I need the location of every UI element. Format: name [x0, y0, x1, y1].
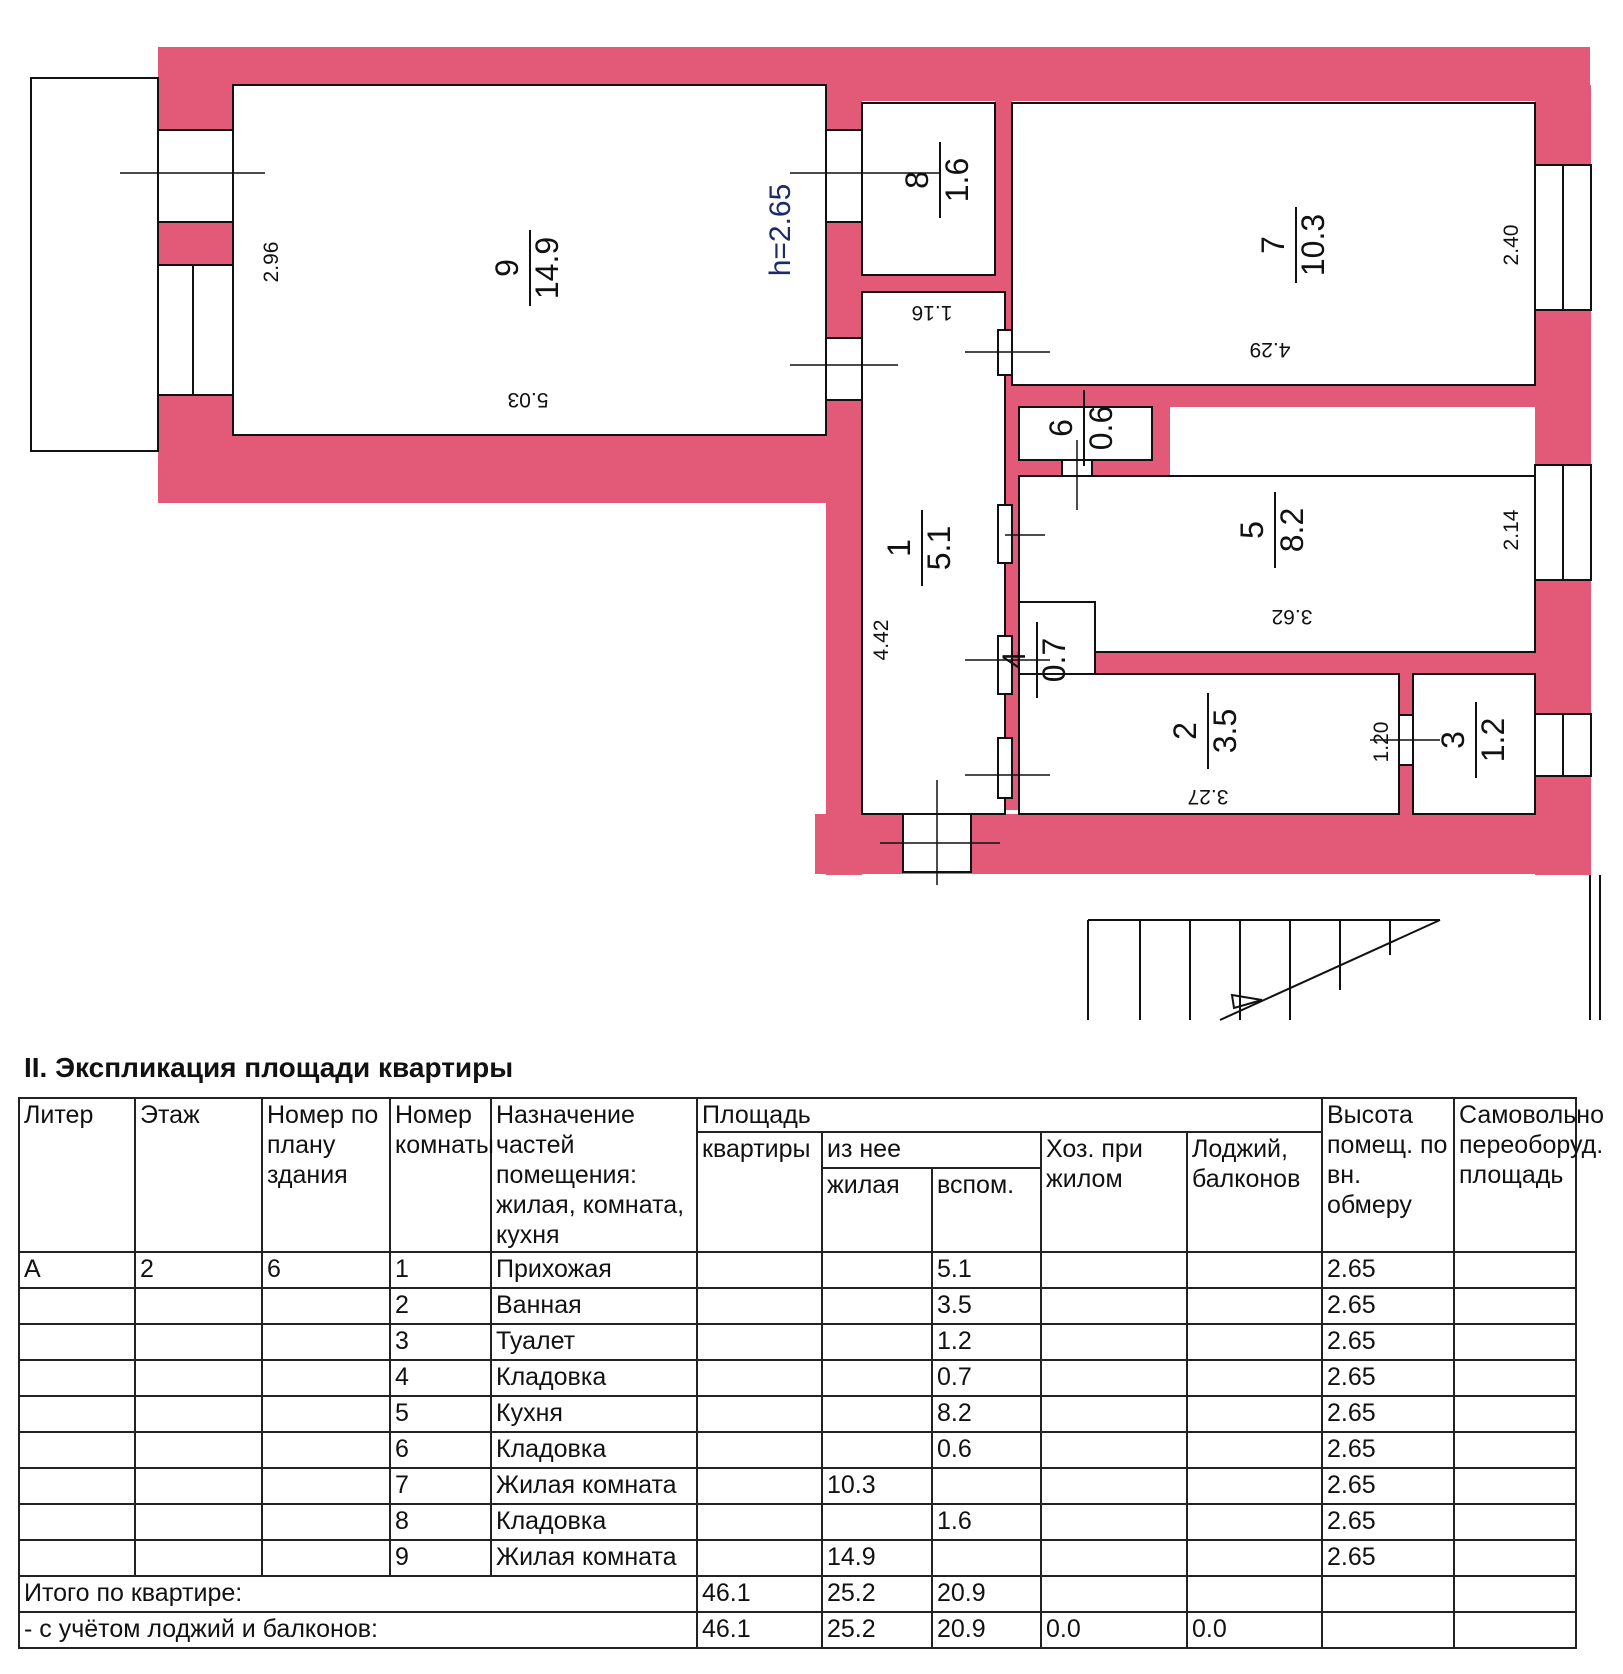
- totals-label: - с учётом лоджий и балконов:: [19, 1612, 697, 1648]
- header-of-which: из нее: [822, 1132, 1041, 1168]
- cell-aux: 1.2: [932, 1324, 1041, 1360]
- cell-apartment: [697, 1396, 822, 1432]
- cell-loggia: [1187, 1468, 1322, 1504]
- cell-floor: [135, 1504, 262, 1540]
- cell-apartment: [697, 1432, 822, 1468]
- dim-r9-height: 2.96: [260, 241, 283, 283]
- totals-cell-apartment: 46.1: [697, 1612, 822, 1648]
- cell-liter: [19, 1396, 135, 1432]
- cell-aux: [932, 1540, 1041, 1576]
- cell-floor: [135, 1288, 262, 1324]
- cell-loggia: [1187, 1540, 1322, 1576]
- cell-household: [1041, 1252, 1187, 1288]
- cell-room: 7: [390, 1468, 491, 1504]
- cell-liter: А: [19, 1252, 135, 1288]
- totals-cell-height: [1322, 1612, 1454, 1648]
- room-area: 1.6: [939, 157, 975, 203]
- cell-plan: [262, 1540, 390, 1576]
- table-row: [19, 1324, 1576, 1360]
- cell-apartment: [697, 1252, 822, 1288]
- cell-loggia: [1187, 1360, 1322, 1396]
- cell-name: Жилая комната: [491, 1468, 697, 1504]
- cell-plan: [262, 1468, 390, 1504]
- cell-apartment: [697, 1324, 822, 1360]
- cell-unauth: [1454, 1432, 1576, 1468]
- header-living: жилая: [822, 1168, 932, 1252]
- cell-plan: [262, 1288, 390, 1324]
- cell-loggia: [1187, 1504, 1322, 1540]
- room-area: 0.6: [1083, 405, 1119, 451]
- totals-cell-loggia: 0.0: [1187, 1612, 1322, 1648]
- explication-table: [18, 1097, 1605, 1649]
- cell-plan: [262, 1324, 390, 1360]
- table-row: [19, 1288, 1576, 1324]
- cell-aux: 8.2: [932, 1396, 1041, 1432]
- totals-cell-unauth: [1454, 1612, 1576, 1648]
- totals-cell-unauth: [1454, 1576, 1576, 1612]
- totals-cell-household: 0.0: [1041, 1612, 1187, 1648]
- room-number: 7: [1255, 236, 1291, 254]
- cell-loggia: [1187, 1252, 1322, 1288]
- cell-apartment: [697, 1360, 822, 1396]
- cell-household: [1041, 1468, 1187, 1504]
- cell-unauth: [1454, 1324, 1576, 1360]
- cell-room: 9: [390, 1540, 491, 1576]
- dim-r5-width: 3.62: [1271, 605, 1313, 628]
- cell-apartment: [697, 1504, 822, 1540]
- explication-title: II. Экспликация площади квартиры: [24, 1052, 514, 1083]
- header-apartment: квартиры: [697, 1132, 822, 1252]
- cell-plan: [262, 1504, 390, 1540]
- dim-r7-height: 2.40: [1500, 224, 1523, 266]
- cell-household: [1041, 1360, 1187, 1396]
- cell-apartment: [697, 1468, 822, 1504]
- cell-household: [1041, 1504, 1187, 1540]
- cell-room: 2: [390, 1288, 491, 1324]
- totals-cell-loggia: [1187, 1576, 1322, 1612]
- cell-unauth: [1454, 1504, 1576, 1540]
- room-number: 5: [1234, 521, 1270, 539]
- cell-living: [822, 1432, 932, 1468]
- room-area: 0.7: [1036, 637, 1072, 683]
- cell-unauth: [1454, 1468, 1576, 1504]
- header-household: Хоз. при жилом: [1041, 1132, 1187, 1252]
- cell-living: [822, 1324, 932, 1360]
- dim-r5-height: 2.14: [1500, 509, 1523, 551]
- dim-r9-width: 5.03: [507, 388, 549, 411]
- staircase: [1088, 875, 1600, 1020]
- room-number: 1: [881, 539, 917, 557]
- totals-cell-living: 25.2: [822, 1612, 932, 1648]
- totals-cell-household: [1041, 1576, 1187, 1612]
- ceiling-height: h=2.65: [764, 183, 797, 277]
- cell-unauth: [1454, 1396, 1576, 1432]
- cell-household: [1041, 1288, 1187, 1324]
- header-room-number: Номер комнаты: [390, 1098, 491, 1252]
- cell-floor: [135, 1396, 262, 1432]
- cell-liter: [19, 1468, 135, 1504]
- dim-r3-height: 1.20: [1370, 721, 1393, 763]
- header-floor: Этаж: [135, 1098, 262, 1252]
- room-number: 2: [1167, 722, 1203, 740]
- cell-liter: [19, 1432, 135, 1468]
- totals-row: [19, 1576, 1576, 1612]
- table-row: [19, 1504, 1576, 1540]
- cell-household: [1041, 1396, 1187, 1432]
- cell-aux: [932, 1468, 1041, 1504]
- cell-plan: [262, 1360, 390, 1396]
- dim-r8-width: 1.16: [911, 301, 953, 324]
- cell-room: 8: [390, 1504, 491, 1540]
- balcony: [31, 78, 158, 451]
- room-number: 3: [1435, 731, 1471, 749]
- header-liter: Литер: [19, 1098, 135, 1252]
- cell-living: [822, 1504, 932, 1540]
- cell-liter: [19, 1504, 135, 1540]
- cell-height: 2.65: [1322, 1540, 1454, 1576]
- cell-floor: [135, 1360, 262, 1396]
- cell-name: Кладовка: [491, 1432, 697, 1468]
- room-number: 4: [996, 651, 1032, 669]
- table-row: [19, 1360, 1576, 1396]
- cell-loggia: [1187, 1288, 1322, 1324]
- cell-aux: 5.1: [932, 1252, 1041, 1288]
- cell-loggia: [1187, 1432, 1322, 1468]
- cell-liter: [19, 1288, 135, 1324]
- header-plan-number: Номер по плану здания: [262, 1098, 390, 1252]
- cell-living: 10.3: [822, 1468, 932, 1504]
- cell-plan: 6: [262, 1252, 390, 1288]
- room-area: 3.5: [1207, 708, 1243, 754]
- room-area: 14.9: [529, 236, 565, 300]
- cell-floor: 2: [135, 1252, 262, 1288]
- header-unauthorized: Самовольно переоборуд. площадь: [1454, 1098, 1576, 1252]
- room-number: 6: [1043, 419, 1079, 437]
- cell-living: [822, 1396, 932, 1432]
- cell-height: 2.65: [1322, 1252, 1454, 1288]
- cell-room: 1: [390, 1252, 491, 1288]
- cell-unauth: [1454, 1252, 1576, 1288]
- cell-aux: 0.7: [932, 1360, 1041, 1396]
- room-area: 1.2: [1475, 717, 1511, 763]
- cell-plan: [262, 1396, 390, 1432]
- cell-household: [1041, 1432, 1187, 1468]
- dim-r7-width: 4.29: [1249, 338, 1291, 361]
- cell-household: [1041, 1540, 1187, 1576]
- table-row: [19, 1432, 1576, 1468]
- cell-name: Ванная: [491, 1288, 697, 1324]
- totals-label: Итого по квартире:: [19, 1576, 697, 1612]
- cell-name: Прихожая: [491, 1252, 697, 1288]
- cell-apartment: [697, 1288, 822, 1324]
- cell-height: 2.65: [1322, 1324, 1454, 1360]
- cell-floor: [135, 1432, 262, 1468]
- cell-floor: [135, 1324, 262, 1360]
- cell-living: [822, 1252, 932, 1288]
- totals-cell-aux: 20.9: [932, 1612, 1041, 1648]
- room-area: 5.1: [921, 525, 957, 571]
- room-number: 8: [899, 171, 935, 189]
- cell-room: 3: [390, 1324, 491, 1360]
- cell-name: Жилая комната: [491, 1540, 697, 1576]
- header-purpose: Назначение частей помещения: жилая, комната, кухня: [491, 1098, 697, 1252]
- room-number: 9: [489, 259, 525, 277]
- cell-height: 2.65: [1322, 1360, 1454, 1396]
- cell-living: [822, 1360, 932, 1396]
- header-height: Высота помещ. по вн. обмеру: [1322, 1098, 1454, 1252]
- cell-apartment: [697, 1540, 822, 1576]
- totals-row: [19, 1612, 1576, 1648]
- cell-name: Кладовка: [491, 1360, 697, 1396]
- cell-living: [822, 1288, 932, 1324]
- dim-r1-height: 4.42: [870, 619, 893, 661]
- table-row: [19, 1540, 1576, 1576]
- header-loggias: Лоджий, балконов: [1187, 1132, 1322, 1252]
- header-auxiliary: вспом.: [932, 1168, 1041, 1252]
- cell-name: Кладовка: [491, 1504, 697, 1540]
- cell-loggia: [1187, 1324, 1322, 1360]
- dim-r2-width: 3.27: [1187, 785, 1229, 808]
- cell-unauth: [1454, 1288, 1576, 1324]
- cell-room: 6: [390, 1432, 491, 1468]
- cell-height: 2.65: [1322, 1396, 1454, 1432]
- room-area: 8.2: [1274, 507, 1310, 553]
- cell-aux: 1.6: [932, 1504, 1041, 1540]
- cell-height: 2.65: [1322, 1432, 1454, 1468]
- explication-body: [19, 1252, 1576, 1648]
- table-row: [19, 1468, 1576, 1504]
- room-area: 10.3: [1295, 213, 1331, 277]
- table-row: [19, 1252, 1576, 1288]
- cell-name: Кухня: [491, 1396, 697, 1432]
- cell-floor: [135, 1540, 262, 1576]
- table-row: [19, 1396, 1576, 1432]
- totals-cell-living: 25.2: [822, 1576, 932, 1612]
- cell-liter: [19, 1360, 135, 1396]
- cell-name: Туалет: [491, 1324, 697, 1360]
- cell-room: 5: [390, 1396, 491, 1432]
- cell-height: 2.65: [1322, 1288, 1454, 1324]
- cell-floor: [135, 1468, 262, 1504]
- cell-unauth: [1454, 1540, 1576, 1576]
- cell-liter: [19, 1540, 135, 1576]
- cell-aux: 3.5: [932, 1288, 1041, 1324]
- cell-unauth: [1454, 1360, 1576, 1396]
- cell-living: 14.9: [822, 1540, 932, 1576]
- cell-aux: 0.6: [932, 1432, 1041, 1468]
- cell-loggia: [1187, 1396, 1322, 1432]
- cell-liter: [19, 1324, 135, 1360]
- totals-cell-apartment: 46.1: [697, 1576, 822, 1612]
- cell-height: 2.65: [1322, 1504, 1454, 1540]
- totals-cell-height: [1322, 1576, 1454, 1612]
- cell-household: [1041, 1324, 1187, 1360]
- cell-height: 2.65: [1322, 1468, 1454, 1504]
- cell-room: 4: [390, 1360, 491, 1396]
- header-area: Площадь: [697, 1098, 1322, 1132]
- cell-plan: [262, 1432, 390, 1468]
- totals-cell-aux: 20.9: [932, 1576, 1041, 1612]
